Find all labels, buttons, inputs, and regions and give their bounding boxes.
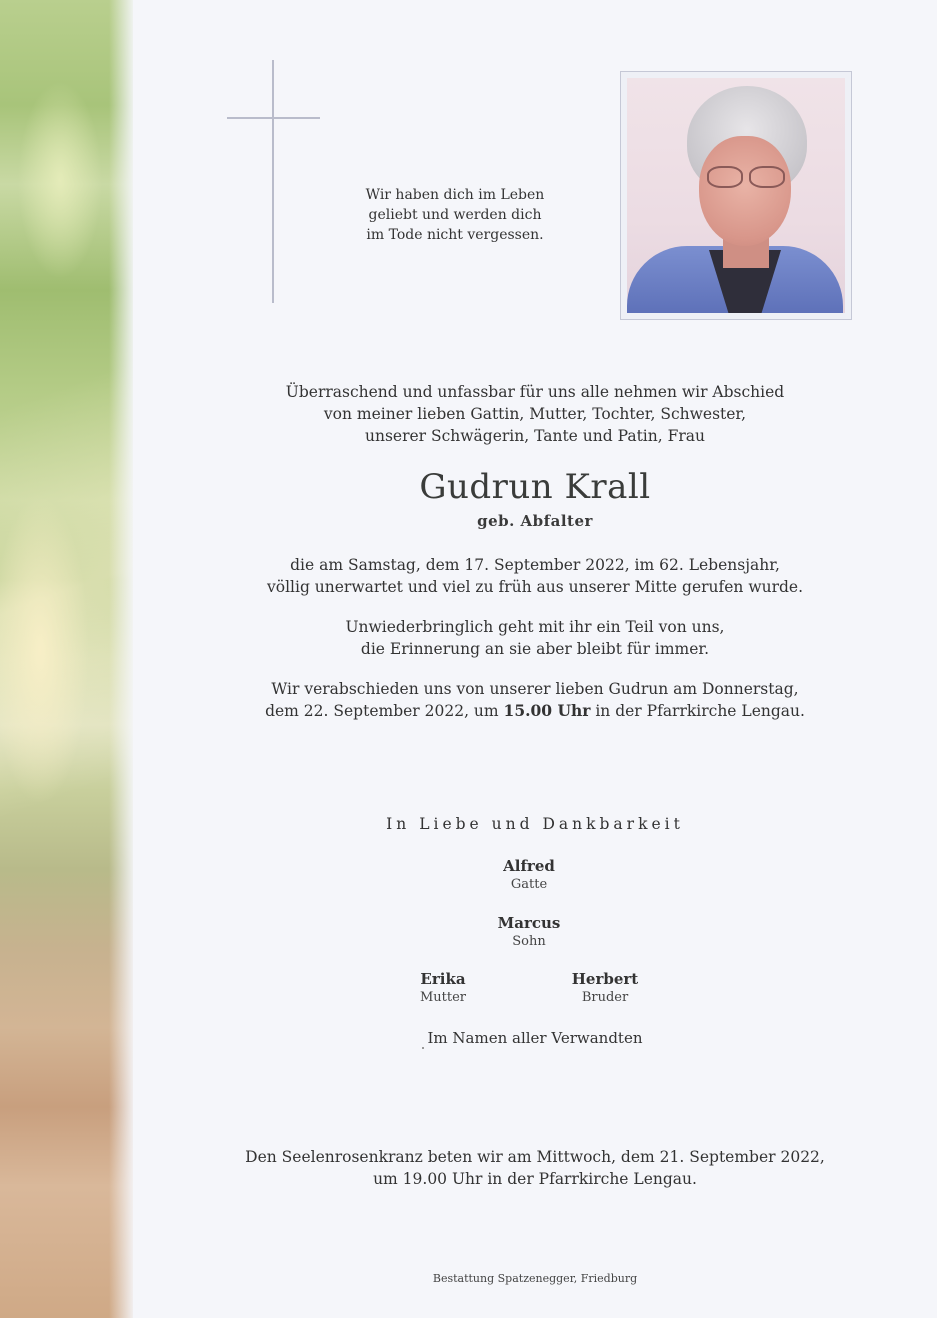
motto-line: geliebt und werden dich — [368, 207, 542, 223]
rosary-line: Den Seelenrosenkranz beten wir am Mittwoch, dem 21. September 2022, — [245, 1148, 825, 1166]
relatives-line: Im Namen aller Verwandten — [427, 1029, 643, 1047]
farewell-date: dem 22. September 2022, um — [265, 702, 504, 720]
cross-icon-horizontal — [227, 117, 320, 119]
farewell-time: 15.00 Uhr — [503, 701, 591, 720]
mourner-role: Mutter — [419, 990, 467, 1005]
intro-text — [133, 381, 937, 447]
mourner-name: Erika — [420, 970, 466, 988]
motto-line: Wir haben dich im Leben — [365, 187, 545, 203]
forest-border-image — [0, 0, 133, 1318]
farewell-line: Wir verabschieden uns von unserer lieben Gudrun am Donnerstag, — [271, 680, 799, 698]
intro-line: von meiner lieben Gattin, Mutter, Tochter, Schwester, — [323, 405, 747, 423]
death-notice — [133, 554, 937, 598]
mourner-role: Bruder — [581, 990, 629, 1005]
mourner — [479, 857, 579, 892]
cross-icon-vertical — [272, 60, 274, 303]
motto — [340, 185, 570, 245]
intro-line: Überraschend und unfassbar für uns alle nehmen wir Abschied — [285, 383, 785, 401]
mourner — [479, 914, 579, 949]
print-mark — [422, 1047, 424, 1049]
death-notice-line: völlig unerwartet und viel zu früh aus unserer Mitte gerufen wurde. — [266, 578, 804, 596]
remembrance-line: Unwiederbringlich geht mit ihr ein Teil von uns, — [345, 618, 725, 636]
maiden-name: geb. Abfalter — [477, 512, 593, 530]
mourner-name: Herbert — [571, 970, 639, 988]
remembrance-line: die Erinnerung an sie aber bleibt für immer. — [360, 640, 710, 658]
farewell-place: in der Pfarrkirche Lengau. — [590, 702, 805, 720]
closing-phrase: In Liebe und Dankbarkeit — [386, 815, 684, 833]
intro-line: unserer Schwägerin, Tante und Patin, Frau — [365, 427, 705, 445]
mourner-role: Sohn — [512, 934, 546, 949]
farewell-text — [133, 678, 937, 722]
death-notice-line: die am Samstag, dem 17. September 2022, im 62. Lebensjahr, — [290, 556, 780, 574]
mourner — [555, 970, 655, 1005]
mourner-name: Marcus — [497, 914, 561, 932]
undertaker: Bestattung Spatzenegger, Friedburg — [432, 1272, 638, 1285]
mourner — [393, 970, 493, 1005]
farewell-line — [133, 700, 937, 722]
portrait-frame — [620, 71, 852, 320]
remembrance-text — [133, 616, 937, 660]
mourner-role: Gatte — [510, 877, 548, 892]
mourner-name: Alfred — [503, 857, 555, 875]
motto-line: im Tode nicht vergessen. — [366, 227, 544, 243]
rosary-notice — [133, 1146, 937, 1190]
portrait-photo — [627, 78, 845, 313]
rosary-line: um 19.00 Uhr in der Pfarrkirche Lengau. — [373, 1170, 697, 1188]
deceased-name: Gudrun Krall — [419, 467, 651, 507]
